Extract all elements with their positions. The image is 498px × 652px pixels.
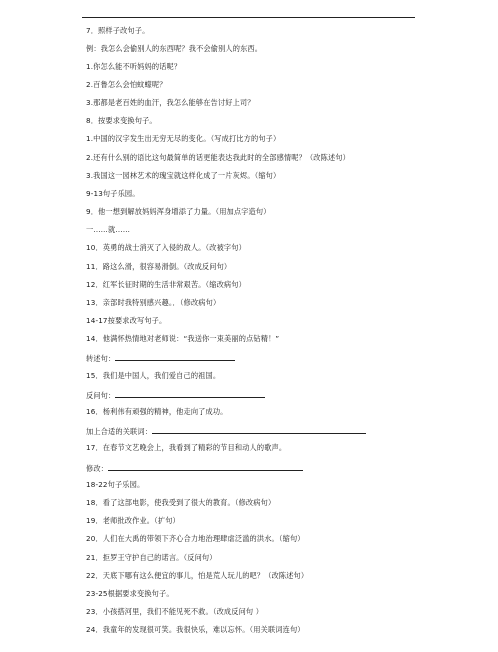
line-16: 16．杨利伟有顽强的精神，他走向了成功。 [86,407,228,416]
answer-label: 加上合适的关联词： [86,427,153,436]
line-8-title: 8．按要求变换句子。 [86,116,157,125]
line-8-1: 1.中国的汉字发生出无穷无尽的变化。（写成打比方的句子） [86,134,281,143]
line-18: 18．看了这部电影，使我受到了很大的教育。（修改病句） [86,498,276,507]
line-7-2: 2.百鲁怎么会怕蚊蠓呢？ [86,80,167,89]
answer-blank[interactable] [115,389,265,398]
line-21: 21．拒罗王守护自己的诺言。（反问句） [86,553,217,562]
line-16-answer [86,425,366,437]
top-rule [82,17,415,18]
line-8-3: 3.我国这一园林艺术的瑰宝就这样化成了一片灰烬。（缩句） [86,171,281,180]
line-17: 17．在春节文艺晚会上，我看到了精彩的节目和动人的歌声。 [86,443,287,452]
line-9-13-title: 9-13句子乐园。 [86,189,140,198]
line-12: 12．红军长征时期的生活非常艰苦。（缩改病句） [86,280,246,289]
answer-blank[interactable] [108,462,303,471]
line-7-title: 7．照样子改句子。 [86,26,150,35]
line-17-answer [86,462,303,474]
line-11: 11．路这么滑，很容易滑倒。（改成反问句） [86,262,232,271]
line-18-22-title: 18-22句子乐园。 [86,480,145,489]
line-14-answer [86,352,235,364]
line-example: 例：我怎么会偷别人的东西呢？我不会偷别人的东西。 [86,44,263,53]
line-7-3: 3.那都是老百姓的血汗，我怎么能够在告讨好上司？ [86,98,255,107]
line-15-answer [86,389,265,401]
answer-label: 转述句： [86,354,116,363]
line-23: 23．小孩搭河里，我们不能见死不救。（改成反问句 ） [86,607,264,616]
answer-blank[interactable] [152,425,366,434]
line-10: 10．英勇的战士消灭了入侵的敌人。（改被字句） [86,243,246,252]
line-23-25-title: 23-25根据要求变换句子。 [86,589,174,598]
line-14: 14．他满怀热情地对老师说：“我送你一束美丽的点钻精！” [86,334,280,343]
line-22: 22．天底下哪有这么便宜的事儿，怕是荒人玩儿的吧？（改陈述句） [86,571,309,580]
line-9: 9．他一想到解放妈妈浑身增添了力量。（用加点字造句） [86,207,271,216]
line-19: 19．老师批改作业。（扩句） [86,516,180,525]
line-7-1: 1.你怎么能不听妈妈的话呢？ [86,62,182,71]
answer-blank[interactable] [115,352,235,361]
line-20: 20．人们在大禹的带领下齐心合力地治理肆虐泛滥的洪水。（缩句） [86,534,305,543]
line-13: 13．亲部时我特别感兴趣。．（修改病句） [86,298,221,307]
line-8-2: 2.还有什么别的语比这句最简单的话更能表达我此时的全部感情呢？（改陈述句） [86,153,350,162]
answer-label: 反问句： [86,391,116,400]
line-24: 24．我童年的发现很可笑。我很快乐，难以忘怀。（用关联词连句） [86,625,305,634]
line-9-pattern: 一……就…… [86,225,131,234]
line-15: 15．我们是中国人，我们爱自己的祖国。 [86,371,221,380]
line-14-17-title: 14-17按要求改写句子。 [86,316,167,325]
answer-label: 修改： [86,464,109,473]
